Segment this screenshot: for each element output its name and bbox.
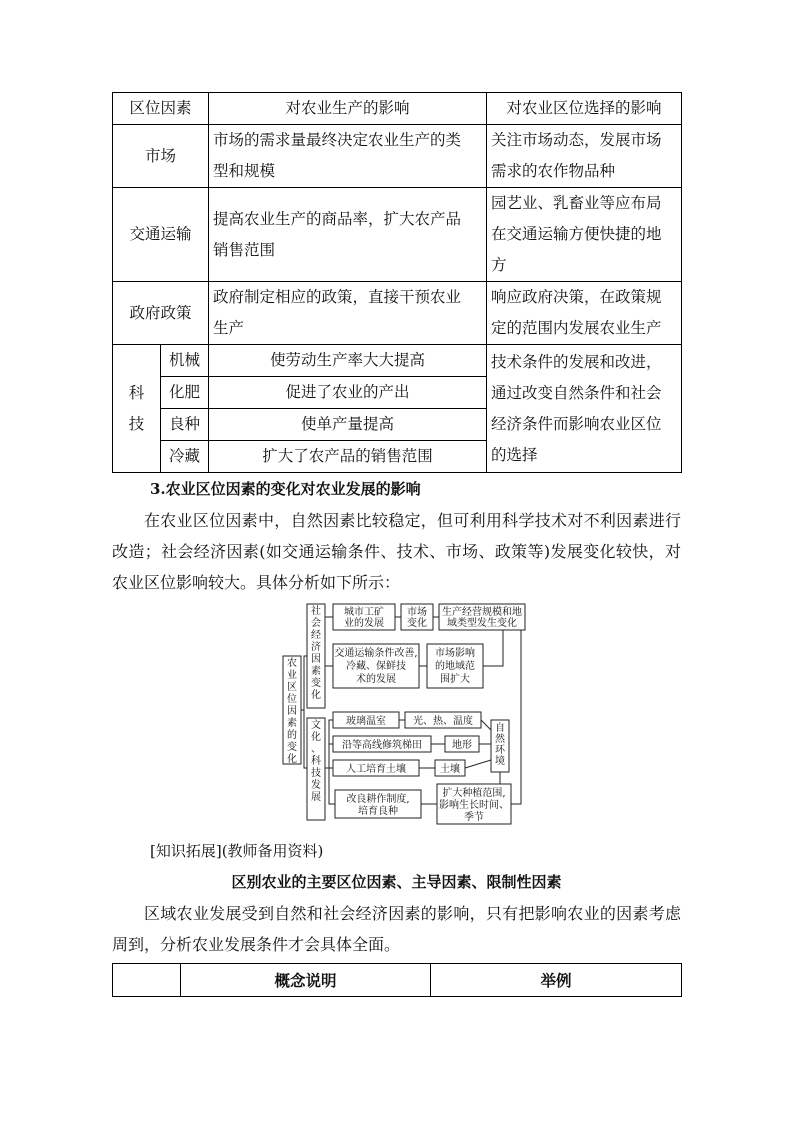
svg-text:培育良种: 培育良种: [358, 806, 398, 817]
flow-diagram: [281, 600, 531, 828]
arrow: [483, 630, 503, 666]
label-natural-env: 自然环境: [495, 723, 505, 767]
row-factor: 政府政策: [113, 282, 209, 345]
row-impact: 政府制定相应的政策，直接干预农业 生产: [209, 282, 487, 345]
row-impact: 市场的需求量最终决定农业生产的类 型和规模: [209, 125, 487, 188]
header-example: 举例: [431, 964, 682, 997]
section-heading: 3.农业区位因素的变化对农业发展的影响: [150, 480, 421, 498]
label-expand: 扩大种植范围,: [442, 788, 506, 799]
header-empty: [113, 964, 181, 997]
header-choice: 对农业区位选择的影响: [487, 93, 682, 125]
table-row: [113, 188, 682, 282]
label-terrain: 地形: [452, 740, 472, 751]
connector: [481, 720, 491, 730]
table-header-row: [113, 964, 682, 997]
svg-text:的地域范: 的地域范: [435, 661, 475, 672]
label-light-heat: 光、热、温度: [413, 716, 473, 727]
table-row-tech: [113, 345, 682, 377]
extension-title: 区别农业的主要区位因素、主导因素、限制性因素: [231, 873, 562, 891]
svg-text:影响生长时间、: 影响生长时间、: [439, 800, 509, 811]
factor-table: [112, 92, 682, 473]
table-row: [113, 282, 682, 345]
label-market-change: 市场: [407, 607, 427, 618]
row-choice: 园艺业、乳畜业等应布局 在交通运输方便快捷的地 方: [487, 188, 682, 282]
svg-text:业的发展: 业的发展: [344, 618, 384, 629]
connector: [301, 656, 307, 710]
tech-item-impact: 促进了农业的产出: [209, 377, 487, 409]
table-header-row: [113, 93, 682, 125]
header-concept: 概念说明: [181, 964, 431, 997]
extension-paragraph: 区域农业发展受到自然和社会经济因素的影响，只有把影响农业的因素考虑周到，分析农业发展条件才会具体全面。: [112, 904, 681, 954]
label-social-economic: 社会经济因素变化: [311, 606, 321, 701]
label-tech-culture: 文化、科技发展: [311, 720, 321, 803]
header-factor: 区位因素: [113, 93, 209, 125]
label-market-range: 市场影响: [435, 648, 475, 659]
label-urban: 城市工矿: [344, 607, 384, 618]
row-impact: 提高农业生产的商品率，扩大农产品 销售范围: [209, 188, 487, 282]
svg-text:变化: 变化: [407, 618, 427, 629]
svg-text:围扩大: 围扩大: [440, 674, 470, 685]
tech-item-name: 冷藏: [161, 441, 209, 473]
svg-text:冷藏、保鲜技: 冷藏、保鲜技: [346, 661, 406, 672]
tech-item-impact: 使劳动生产率大大提高: [209, 345, 487, 377]
label-terrace: 沿等高线修筑梯田: [342, 740, 422, 751]
label-reform: 改良耕作制度,: [346, 794, 410, 805]
label-soil-cult: 人工培育土壤: [346, 764, 406, 775]
label-transport: 交通运输条件改善,: [334, 648, 418, 659]
connector: [465, 760, 491, 768]
tech-item-name: 机械: [161, 345, 209, 377]
label-greenhouse: 玻璃温室: [346, 716, 386, 727]
header-impact: 对农业生产的影响: [209, 93, 487, 125]
row-factor: 市场: [113, 125, 209, 188]
section-paragraph: 在农业区位因素中，自然因素比较稳定，但可利用科学技术对不利因素进行改造；社会经济因素(如交通运输条件、技术、市场、政策等)发展变化较快，对农业区位影响较大。具体分析如下所示：: [112, 511, 681, 592]
label-root: 农业区位因素的变化: [287, 658, 297, 765]
tech-item-impact: 扩大了农产品的销售范围: [209, 441, 487, 473]
svg-text:季节: 季节: [464, 812, 484, 823]
concept-table: [112, 963, 682, 997]
svg-text:域类型发生变化: 域类型发生变化: [447, 618, 517, 629]
row-choice: 关注市场动态，发展市场 需求的农作物品种: [487, 125, 682, 188]
svg-text:术的发展: 术的发展: [356, 674, 396, 685]
arrow: [511, 630, 521, 804]
row-factor: 交通运输: [113, 188, 209, 282]
tech-item-name: 化肥: [161, 377, 209, 409]
extension-tag: [知识拓展](教师备用资料): [150, 842, 324, 860]
row-choice: 响应政府决策，在政策规 定的范围内发展农业生产: [487, 282, 682, 345]
table-row: [113, 125, 682, 188]
tech-choice: 技术条件的发展和改进， 通过改变自然条件和社会 经济条件而影响农业区位 的选择: [487, 345, 682, 473]
tech-item-name: 良种: [161, 409, 209, 441]
tech-item-impact: 使单产量提高: [209, 409, 487, 441]
label-soil: 土壤: [440, 764, 460, 775]
label-scale-change: 生产经营规模和地: [442, 607, 522, 618]
tech-label: 科 技: [113, 345, 161, 473]
